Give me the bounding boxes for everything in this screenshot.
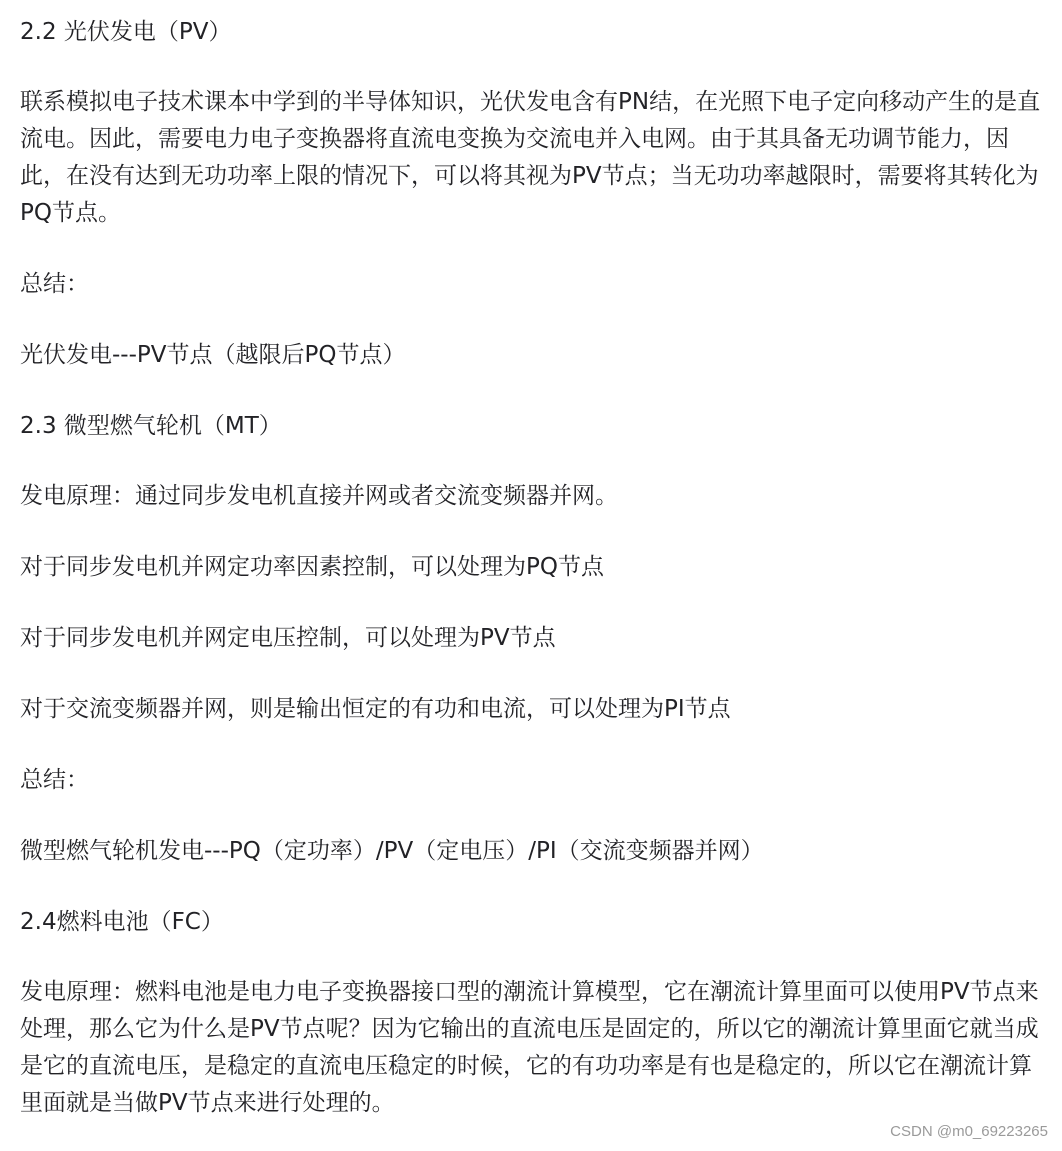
summary-label-pv: 总结： [20, 271, 89, 297]
article-body [20, 14, 1050, 1151]
summary-label-mt: 总结： [20, 767, 89, 793]
paragraph-mt-pv: 对于同步发电机并网定电压控制，可以处理为PV节点 [20, 625, 556, 651]
paragraph-mt-pq: 对于同步发电机并网定功率因素控制，可以处理为PQ节点 [20, 554, 604, 580]
summary-mt: 微型燃气轮机发电---PQ（定功率）/PV（定电压）/PI（交流变频器并网） [20, 838, 764, 864]
summary-pv: 光伏发电---PV节点（越限后PQ节点） [20, 342, 406, 368]
section-heading-pv: 2.2 光伏发电（PV） [20, 19, 232, 45]
paragraph-mt-principle: 发电原理：通过同步发电机直接并网或者交流变频器并网。 [20, 483, 618, 509]
paragraph-fc-principle: 发电原理：燃料电池是电力电子变换器接口型的潮流计算模型，它在潮流计算里面可以使用PV节点来处理，那么它为什么是PV节点呢？因为它输出的直流电压是固定的，所以它的潮流计算里面它就当成是它的直流电压，是稳定的直流电压稳定的时候，它的有功功率是有也是稳定的，所以它在潮流计算里面就是当做PV节点来进行处理的。 [20, 979, 1039, 1116]
section-heading-fc: 2.4燃料电池（FC） [20, 909, 224, 935]
watermark: CSDN @m0_69223265 [890, 1123, 1048, 1140]
section-heading-mt: 2.3 微型燃气轮机（MT） [20, 413, 282, 439]
paragraph-mt-pi: 对于交流变频器并网，则是输出恒定的有功和电流，可以处理为PI节点 [20, 696, 731, 722]
paragraph-pv-description: 联系模拟电子技术课本中学到的半导体知识，光伏发电含有PN结，在光照下电子定向移动产生的是直流电。因此，需要电力电子变换器将直流电变换为交流电并入电网。由于其具备无功调节能力，因此，在没有达到无功功率上限的情况下，可以将其视为PV节点；当无功功率越限时，需要将其转化为PQ节点。 [20, 89, 1041, 226]
